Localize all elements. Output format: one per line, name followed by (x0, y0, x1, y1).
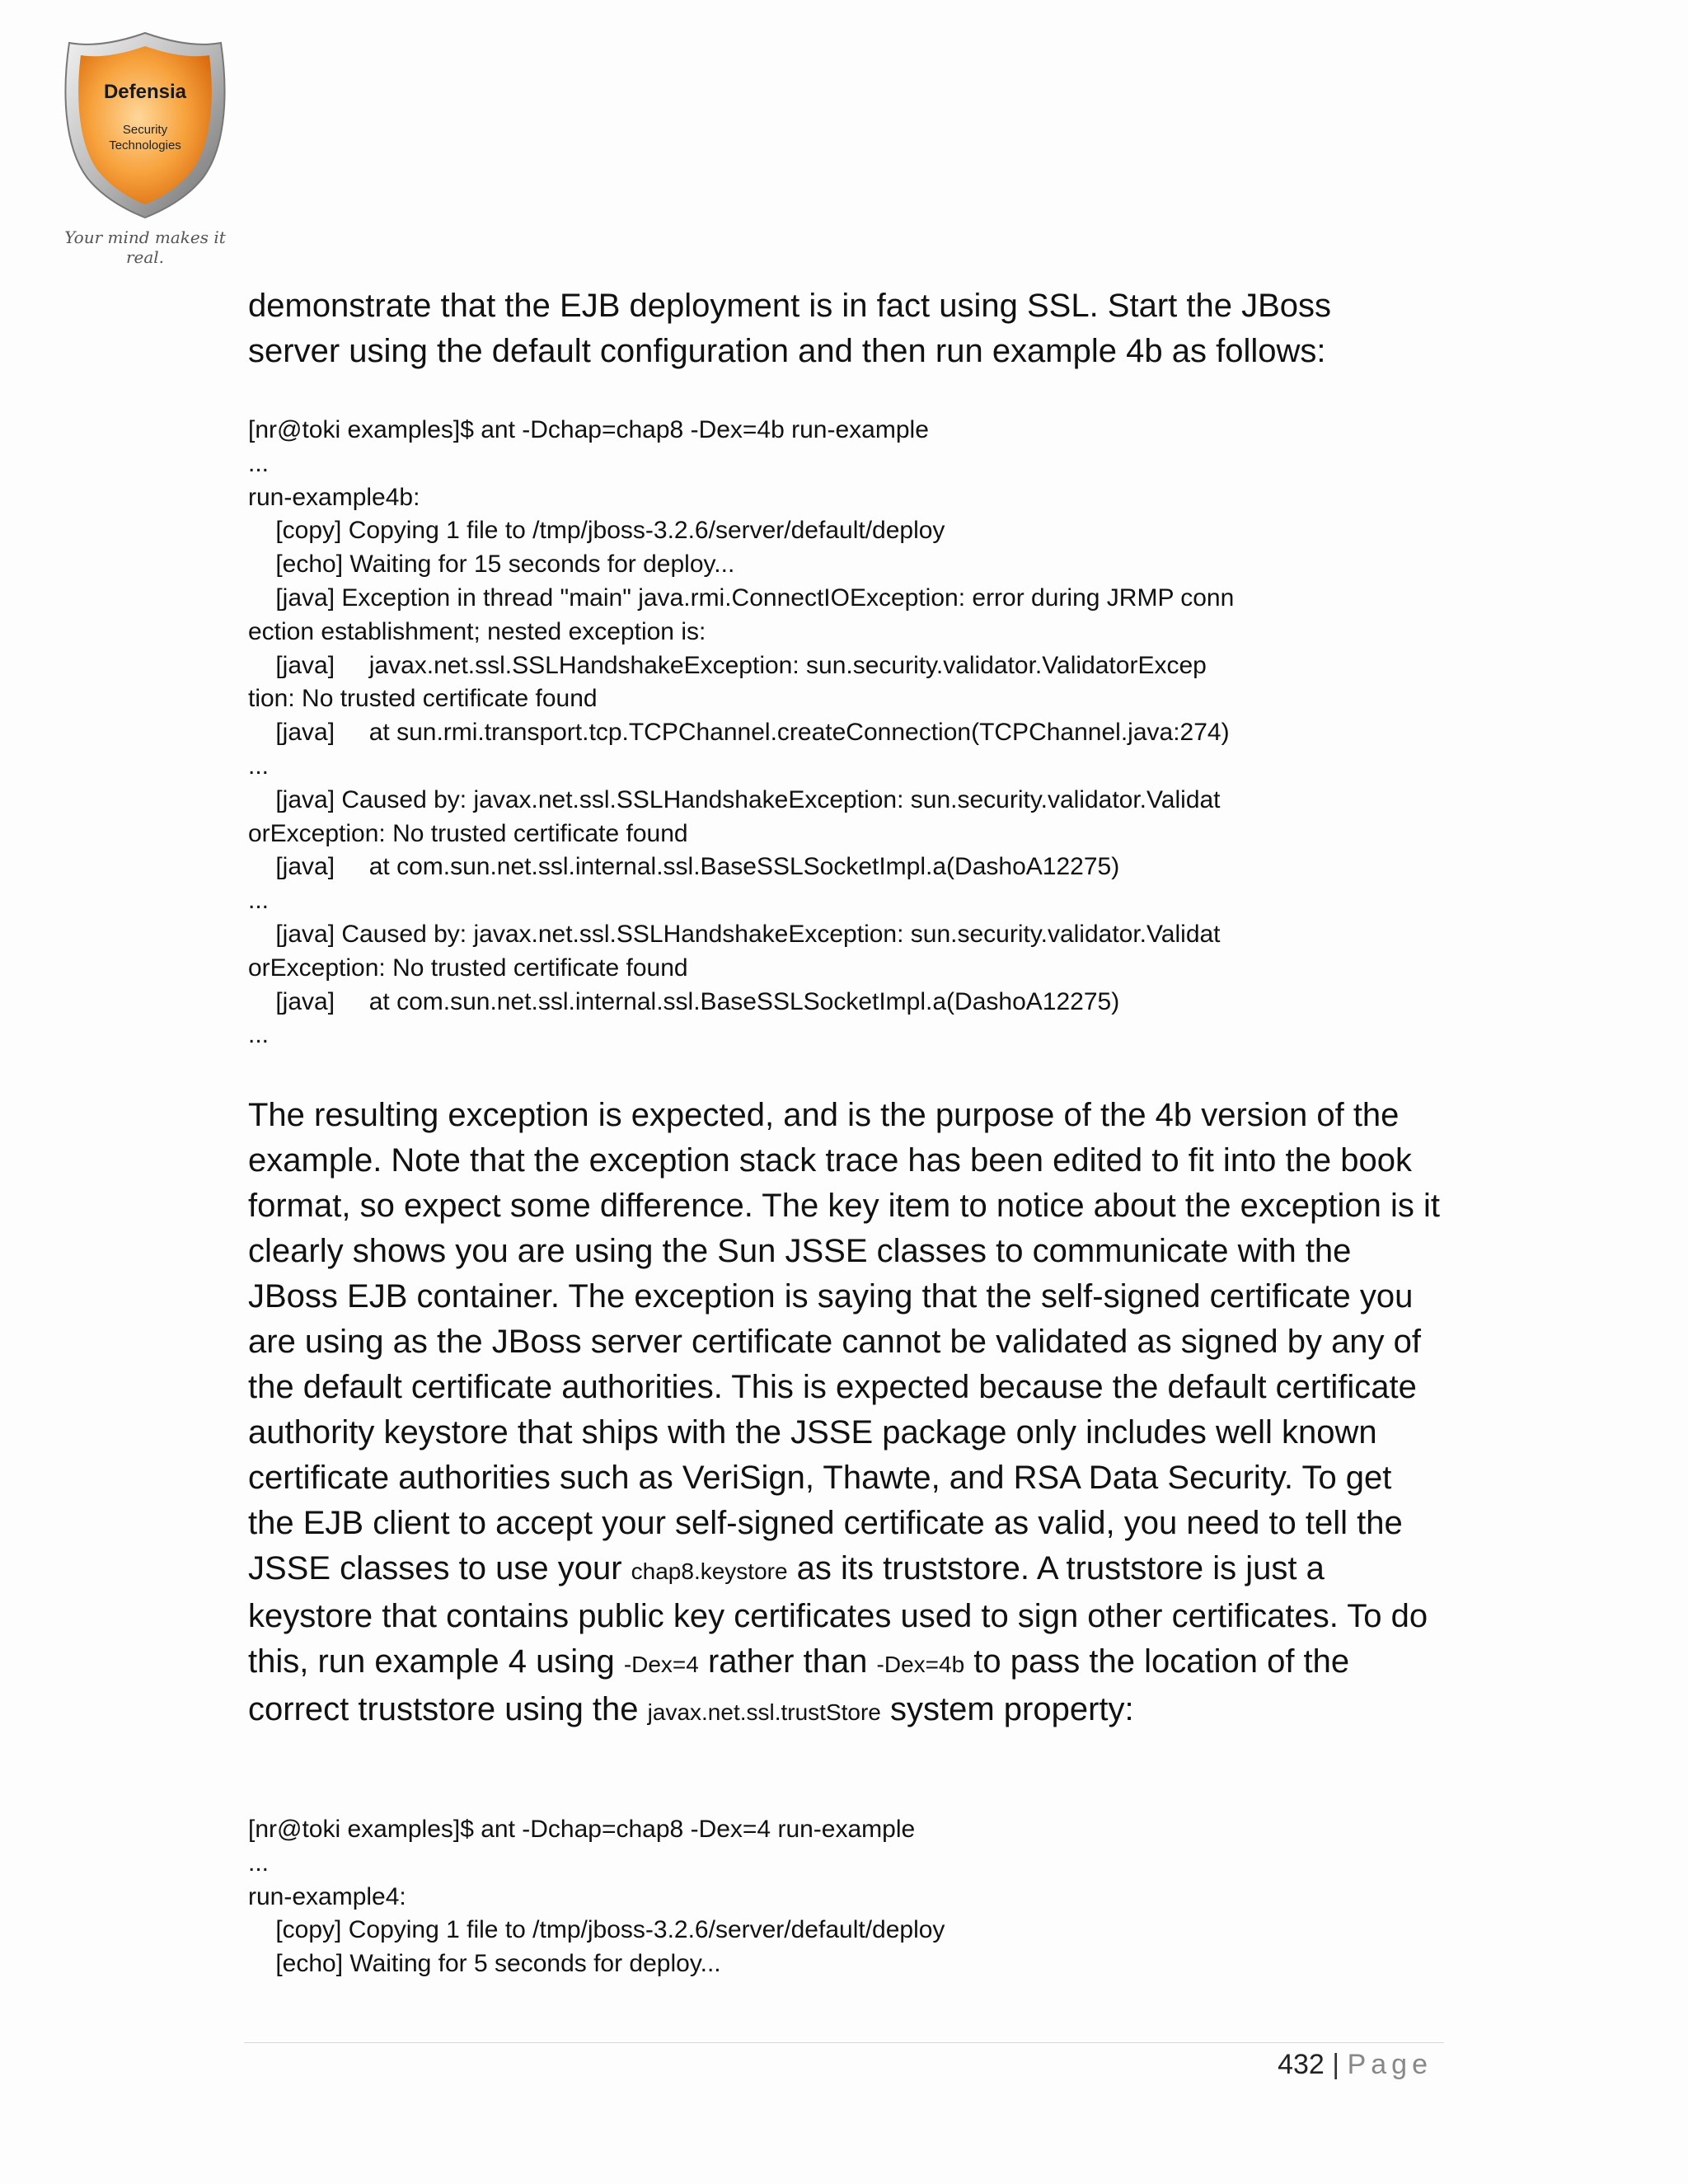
code-line: ection establishment; nested exception is: (248, 617, 706, 645)
logo-tagline: Your mind makes it real. (64, 227, 226, 267)
inline-code-truststore-property: javax.net.ssl.trustStore (647, 1699, 881, 1725)
text-run: system property: (880, 1691, 1134, 1727)
code-line: ... (248, 887, 270, 915)
explanation-paragraph (248, 1093, 1443, 1735)
page-footer (1278, 2049, 1432, 2081)
code-line: [copy] Copying 1 file to /tmp/jboss-3.2.6/server/default/deploy (248, 1916, 945, 1944)
code-line: [echo] Waiting for 15 seconds for deploy... (248, 551, 735, 579)
company-logo (54, 30, 236, 267)
logo-subtitle-line2: Technologies (109, 138, 181, 152)
code-line: run-example4: (248, 1882, 406, 1910)
code-line: ... (248, 1849, 270, 1877)
code-line: [nr@toki examples]$ ant -Dchap=chap8 -Dex=4 run-example (248, 1816, 916, 1843)
paragraph-text (248, 1093, 1443, 1735)
code-line: [java] at com.sun.net.ssl.internal.ssl.BaseSSLSocketImpl.a(DashoA12275) (248, 987, 1120, 1015)
text-run: to pass the location of the correct truststore using the (248, 1643, 1350, 1727)
code-line: [copy] Copying 1 file to /tmp/jboss-3.2.6/server/default/deploy (248, 517, 945, 545)
inline-code-dex4: -Dex=4 (623, 1652, 699, 1677)
code-line: orException: No trusted certificate found (248, 954, 688, 982)
text-run: The resulting exception is expected, and is the purpose of the 4b version of the example. Note that the exception stack trace has been edited to fit into the book format, so expect some difference. The key item to notice about the exception is it clearly shows you are using the Sun JSSE classes to communicate with the JBoss EJB container. The exception is saying that the self-signed certificate you are using as the JBoss server certificate cannot be validated as signed by any of the default certificate authorities. This is expected because the default certificate authority keystore that ships with the JSSE package only includes well known certificate authorities such as VeriSign, Thawte, and RSA Data Security. To get the EJB client to accept your self-signed certificate as valid, you need to tell the JSSE classes to use your (248, 1097, 1440, 1586)
code-line: [java] Caused by: javax.net.ssl.SSLHandshakeException: sun.security.validator.Validat (248, 920, 1221, 948)
inline-code-keystore: chap8.keystore (631, 1558, 788, 1584)
page-number: 432 (1278, 2049, 1325, 2080)
code-line: [java] Exception in thread "main" java.rmi.ConnectIOException: error during JRMP conn (248, 583, 1235, 612)
inline-code-dex4b: -Dex=4b (876, 1652, 965, 1677)
text-run: rather than (698, 1643, 877, 1680)
intro-line-2: server using the default configuration and then run example 4b as follows: (248, 333, 1326, 369)
code-line: [java] javax.net.ssl.SSLHandshakeException: sun.security.validator.ValidatorExcep (248, 651, 1207, 679)
logo-subtitle (54, 122, 236, 153)
code-line: run-example4b: (248, 483, 420, 511)
code-line: ... (248, 752, 270, 780)
code-line: ... (248, 1021, 270, 1049)
code-line: [java] at sun.rmi.transport.tcp.TCPChannel.createConnection(TCPChannel.java:274) (248, 719, 1230, 747)
page-label: Page (1347, 2049, 1432, 2080)
footer-divider (244, 2042, 1444, 2043)
code-line: [java] Caused by: javax.net.ssl.SSLHandshakeException: sun.security.validator.Validat (248, 785, 1221, 813)
code-line: ... (248, 449, 270, 477)
code-block-run-example4b (248, 414, 1443, 1052)
code-line: [java] at com.sun.net.ssl.internal.ssl.BaseSSLSocketImpl.a(DashoA12275) (248, 853, 1120, 881)
intro-line-1: demonstrate that the EJB deployment is in fact using SSL. Start the JBoss (248, 288, 1332, 324)
footer-separator: | (1332, 2049, 1340, 2080)
code-line: [echo] Waiting for 5 seconds for deploy... (248, 1950, 721, 1978)
intro-paragraph (248, 284, 1443, 374)
code-block-run-example4 (248, 1813, 1443, 1981)
code-line: tion: No trusted certificate found (248, 685, 598, 713)
text-run: as its truststore. A truststore is just a keystore that contains public key certificates used to sign other certificates. To do this, run example 4 using (248, 1550, 1428, 1680)
logo-name: Defensia (103, 81, 187, 103)
code-line: orException: No trusted certificate found (248, 819, 688, 847)
code-line: [nr@toki examples]$ ant -Dchap=chap8 -Dex=4b run-example (248, 416, 929, 443)
logo-subtitle-line1: Security (122, 123, 168, 137)
